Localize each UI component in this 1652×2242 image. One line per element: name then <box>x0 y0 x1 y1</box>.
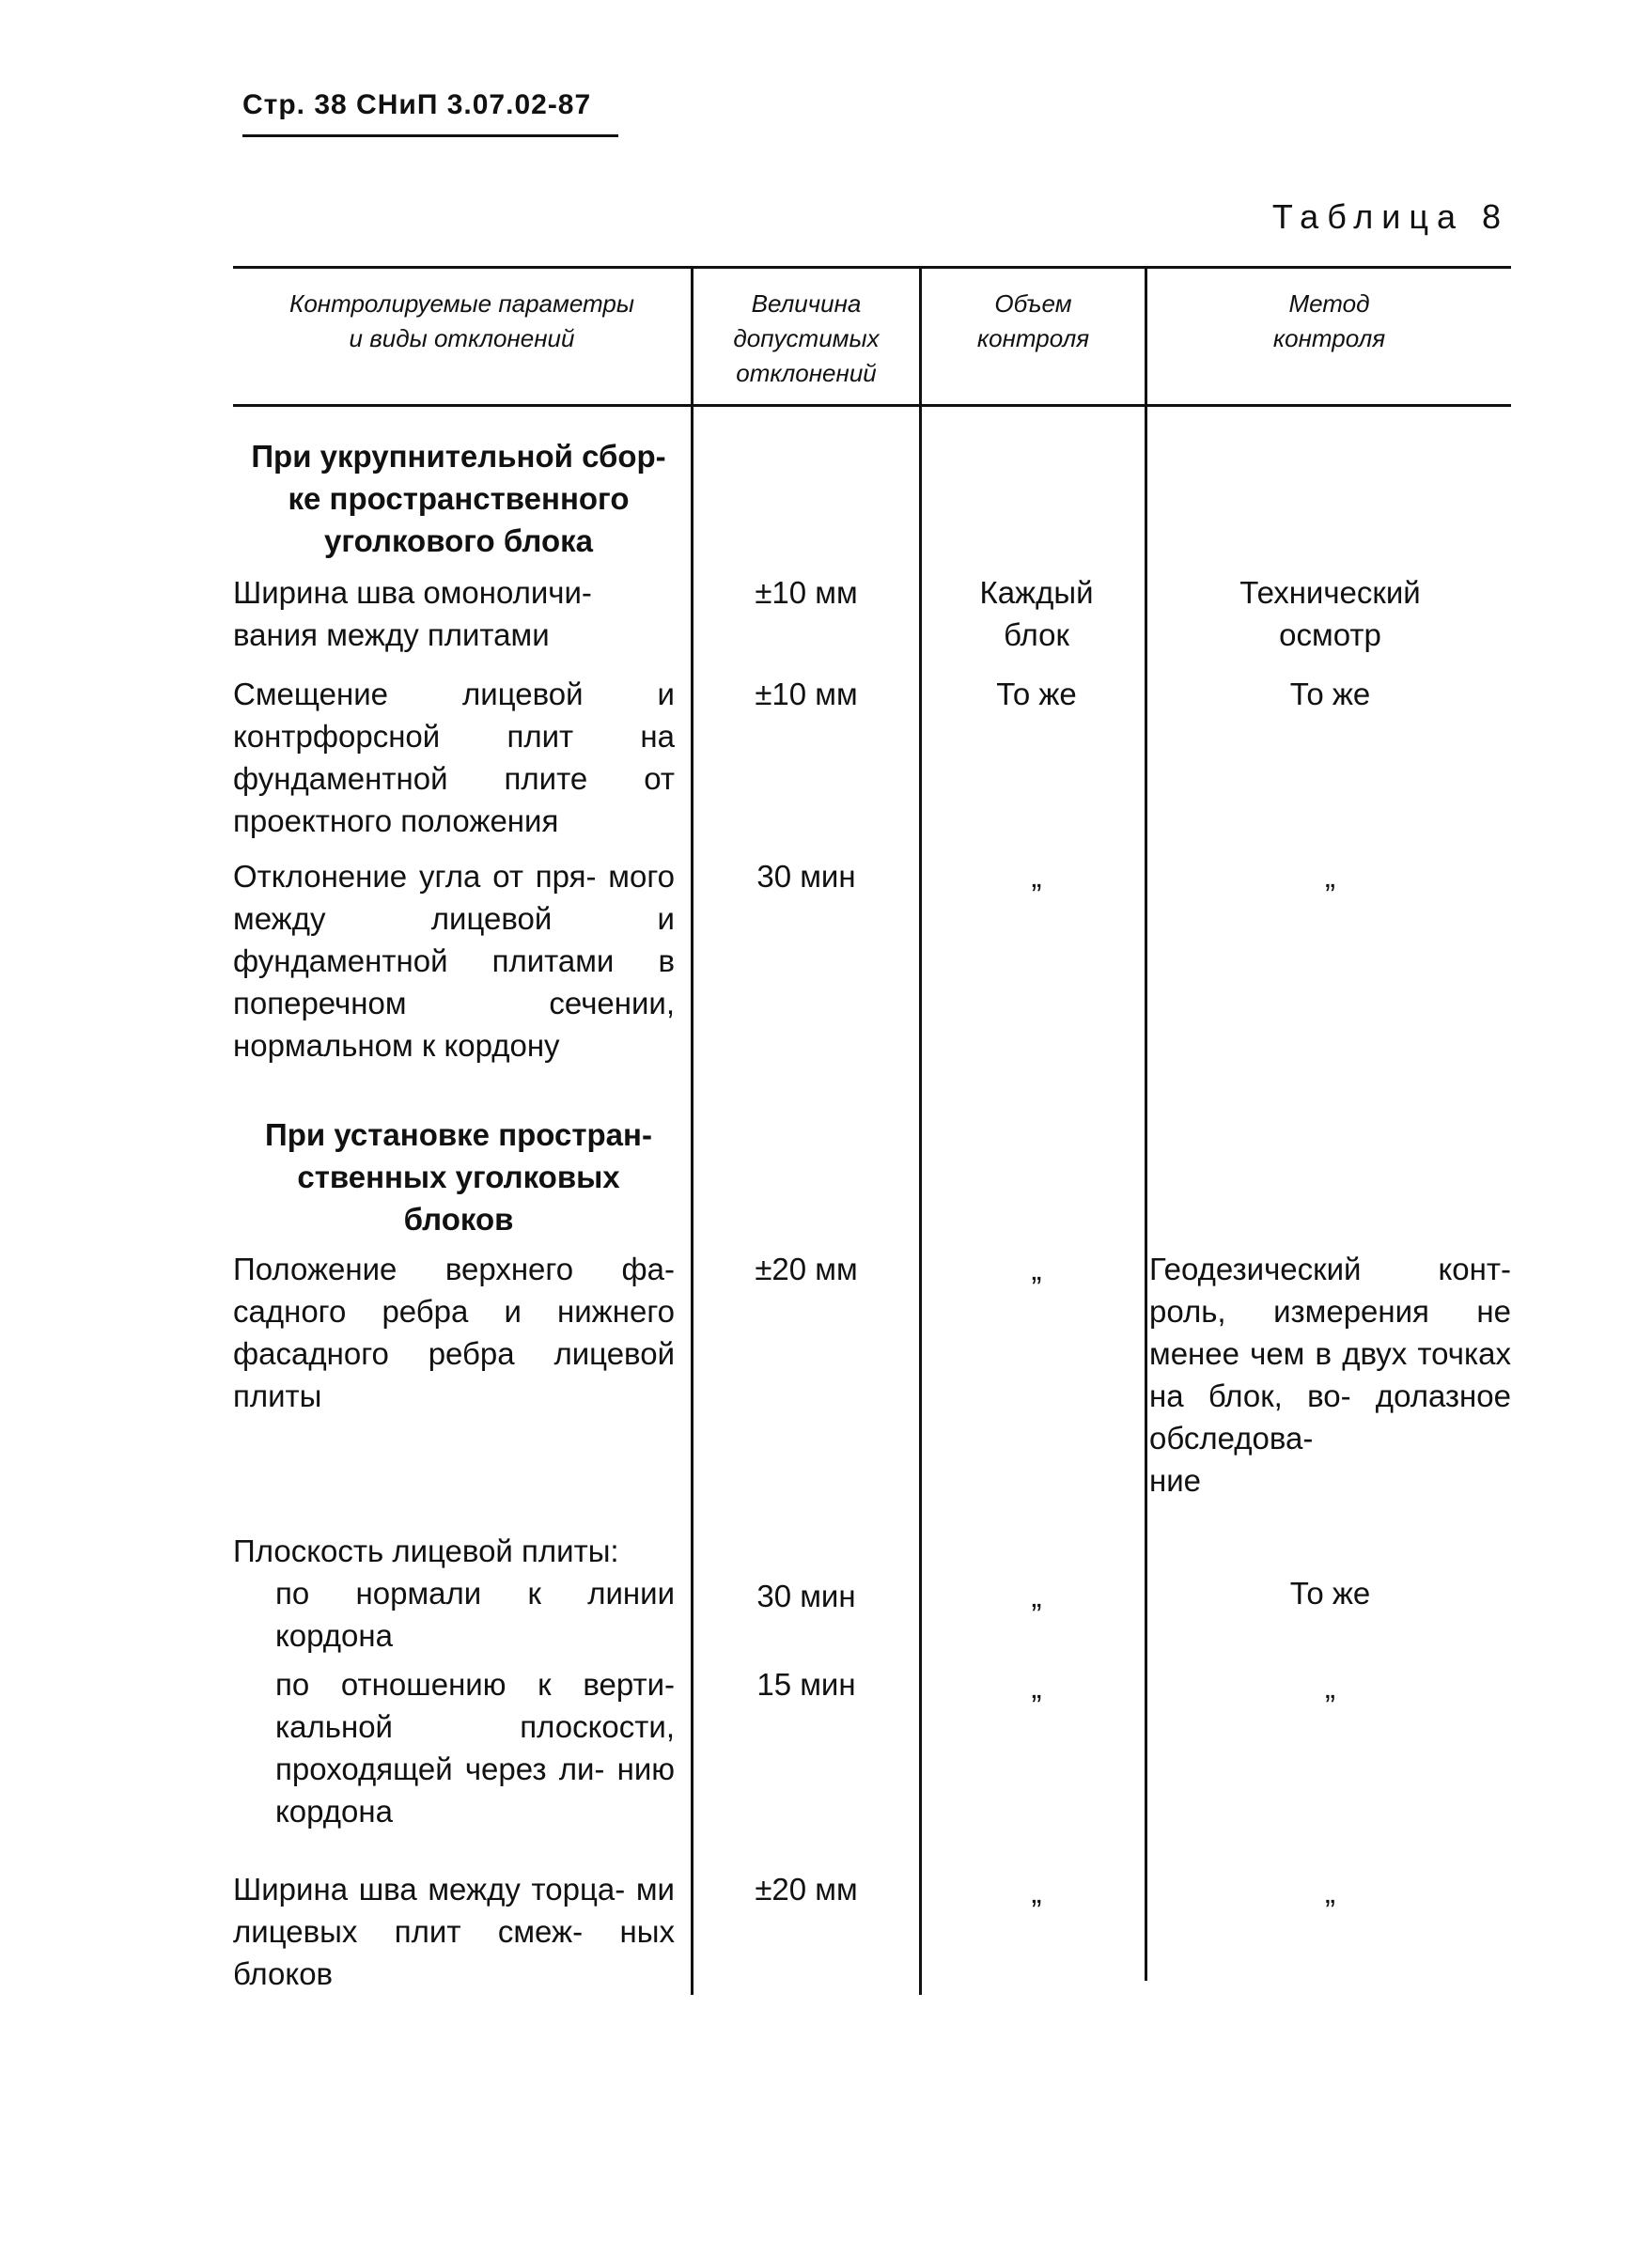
header-volume: Объем контроля <box>976 289 1090 352</box>
row-parameter: Плоскость лицевой плиты: <box>233 1534 619 1568</box>
row-volume: „ <box>1031 1875 1042 1909</box>
row-volume: „ <box>1031 859 1042 894</box>
row-tolerance: 30 мин <box>756 1579 856 1613</box>
row-volume: То же <box>996 677 1077 711</box>
row-method-text: Геодезический конт- роль, измерения не менее чем в двух точках на блок, во- долазное обследова- <box>1149 1252 1511 1456</box>
row-method: „ <box>1325 859 1335 894</box>
row-volume: „ <box>1031 1252 1042 1286</box>
row-tolerance: 30 мин <box>756 859 856 894</box>
row-volume: „ <box>1031 1670 1042 1705</box>
table-label: Таблица 8 <box>1271 197 1509 236</box>
row-method: „ <box>1325 1875 1335 1909</box>
row-parameter-text: по нормали к линии кордона <box>275 1576 675 1653</box>
row-method-text-tail: ние <box>1149 1463 1202 1498</box>
row-method: „ <box>1325 1670 1335 1705</box>
row-method: Технический осмотр <box>1239 575 1421 652</box>
row-method: То же <box>1289 677 1371 711</box>
row-parameter: Ширина шва между торца- ми лицевых плит смеж- ных блоков <box>233 1872 675 1991</box>
row-parameter: Смещение лицевой и контрфорсной плит на фундаментной плите от проектного положения <box>233 677 675 838</box>
row-parameter: Отклонение угла от пря- мого между лицевой и фундаментной плитами в поперечном сечении, нормальном к кордону <box>233 859 675 1063</box>
section-title: При установке простран- ственных уголковых блоков <box>265 1117 652 1237</box>
row-tolerance: ±10 мм <box>755 677 858 711</box>
column-divider <box>1145 266 1147 1981</box>
column-divider <box>691 266 694 1995</box>
column-divider <box>919 266 922 1995</box>
row-parameter: Ширина шва омоноличи- вания между плитами <box>233 575 592 652</box>
row-method: То же <box>1289 1576 1371 1611</box>
row-parameter: Положение верхнего фа- садного ребра и нижнего фасадного ребра лицевой плиты <box>233 1252 675 1413</box>
header-parameters: Контролируемые параметры и виды отклонений <box>289 289 634 352</box>
table <box>233 266 1511 1995</box>
table-top-rule <box>233 266 1511 269</box>
running-head-rule <box>242 134 618 137</box>
header-tolerance: Величина допустимых отклонений <box>733 289 880 387</box>
running-head: Стр. 38 СНиП 3.07.02-87 <box>242 89 592 120</box>
row-volume: Каждый блок <box>979 575 1094 652</box>
table-header-rule <box>233 404 1511 407</box>
row-parameter-text: по отношению к верти- кальной плоскости, проходящей через ли- нию кордона <box>275 1667 675 1829</box>
section-title: При укрупнительной сбор- ке пространственного уголкового блока <box>251 439 666 558</box>
row-parameter <box>233 1572 675 1657</box>
row-tolerance: ±20 мм <box>755 1252 858 1286</box>
row-method <box>1149 1248 1511 1502</box>
row-volume: „ <box>1031 1579 1042 1613</box>
header-method: Метод контроля <box>1272 289 1386 352</box>
row-tolerance: ±10 мм <box>755 575 858 610</box>
row-tolerance: 15 мин <box>756 1667 856 1702</box>
row-parameter <box>233 1663 675 1832</box>
row-tolerance: ±20 мм <box>755 1872 858 1907</box>
